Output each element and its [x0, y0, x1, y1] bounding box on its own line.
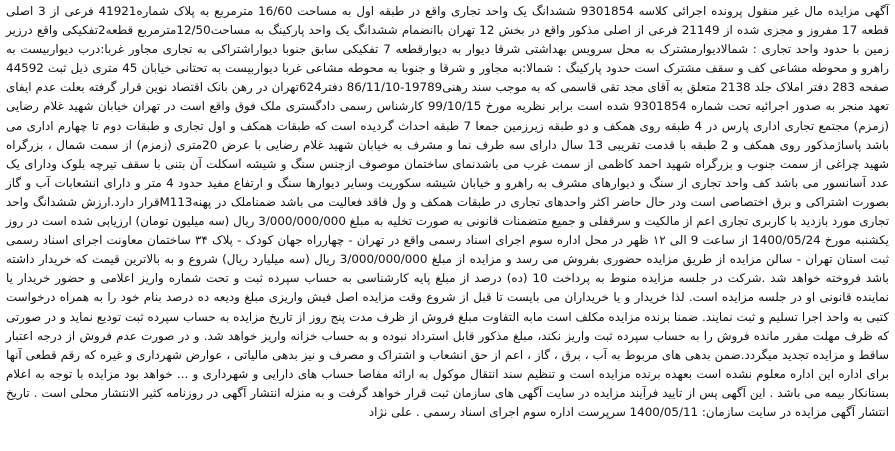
- auction-notice-text: آگهی مزایده مال غیر منقول پرونده اجرائی کلاسه 9301854 ششدانگ یک واحد تجاری واقع در طبقه اول به مساحت 16/60 مترمربع به پلاک شماره41921 فرعی از 3 اصلی قطعه 17 مفروز و مجزی شده از 21149 فرعی از اصلی مذکور واقع در بخش 12 تهران باانضمام ششدانگ یک واحد پارکینگ به مساحت12/50مترمربع قطعه2تفکیکی واقع درزیر زمین با حدود واحد تجاری : شمالادیوارمشترک به محل سرویس بهداشتی شرقا دیوار به دیوارقطعه 7 تفکیکی سابق جنوبا دیواراشتراکی به تجاری مجاور غربا:درب دیواربیست به راهرو و محوطه مشاعی کف و سقف مشترک است حدود پارکینگ : شمالا:به مجاور و شرقا و جنوبا به محوطه مشاعی غربا دیواربیست به تحتانی خیابان 45 متری ذیل ثبت 44592 صفحه 283 دفتر املاک جلد 2138 متعلق به آقای مجد تقی قاسمی که به موجب سند رهنی19789-86/11/10 دفتر624تهران در رهن بانک اقتصاد نوین قرار گرفته بعلت عدم ایفای تعهد منجر به صدور اجرائیه تحت شماره 9301854 شده است برابر نظریه مورخ 99/10/15 کارشناس رسمی دادگستری ملک فوق واقع است در تهران خیابان شهید غلام رضایی (زمزم) مجتمع تجاری اداری پارس در 4 طبقه روی همکف و دو طبقه زیرزمین جمعا 7 طبقه احداث گردیده است که طبقات همکف و اول تجاری و طبقات دوم تا چهارم اداری می باشد پاساژمذکور روی همکف و 2 طبقه با قدمت تقریبی 13 سال دارای سه طرف نما و مشرف به خیابان شهید غلام رضایی با عرض 20متری (زمزم) از سمت شمال ، بزرگراه شهید چراغی از سمت جنوب و بزرگراه شهید احمد کاظمی از سمت غرب می باشدنمای ساختمان موصوف ازجنس سنگ و شیشه اسکلت آن بتنی با سقف تیرچه بلوک ودارای یک عدد آسانسور می باشد کف واحد تجاری از سنگ و دیوارهای مشرف به راهرو و خیابان شیشه سکوریت وسایر دیوارها سنگ و ارتفاع مفید حدود 4 متر و دارای انشعابات آب و گاز بصورت اشتراکی و برق اختصاصی است ودر حال حاضر اکثر واحدهای تجاری در طبقات همکف و ول فاقد فعالیت می باشد ضمناملک در پهنهM113قرار دارد.ارزش ششدانگ واحد تجاری مورد بازدید با کاربری تجاری اعم از مالکیت و سرقفلی و جمیع متضمنات قانونی به صورت تخلیه به مبلغ 3/000/000/000 ریال (سه میلیون تومان) ارزیابی شده است در روز یکشنبه مورخ 1400/05/24 از ساعت 9 الی ۱۲ ظهر در محل اداره سوم اجرای اسناد رسمی واقع در تهران - چهارراه جهان کودک - پلاک ۳۴ ساختمان معاونت اجرای اسناد رسمی ثبت استان تهران - سالن مزایده از طریق مزایده حضوری بفروش می رسد و مزایده از مبلغ 3/000/000/000 ریال (سه میلیارد ریال) شروع و به بالاترین قیمت که خریدار داشته باشد فروخته خواهد شد .شرکت در جلسه مزایده منوط به پرداخت 10 (ده) درصد از مبلغ پایه کارشناسی به حساب سپرده ثبت و تحت شماره واریز اعلامی و حضور خریدار یا نماینده قانونی او در جلسه مزایده است. لذا خریدار و یا خریداران می بایست تا قبل از شروع وقت مزایده اصل فیش واریزی مبلغ ودیعه ده درصد بنام خود را به همراه درخواست کتبی به واحد اجرا تسلیم و ثبت نمایند. ضمنا برنده مزایده مکلف است مابه التفاوت مبلغ فروش از ظرف مدت پنج روز از تاریخ مزایده به حساب سپرده ثبت تودیع نماید و در صورتی که ظرف مهلت مقرر مانده فروش را به حساب سپرده ثبت واریز نکند، مبلغ مذکور قابل استرداد نبوده و به حساب خزانه واریز خواهد شد. و در صورت عدم فروش از درجه اعتبار ساقط و مزایده تجدید میگردد.ضمن بدهی های مربوط به آب ، برق ، گاز ، اعم از حق انشعاب و اشتراک و مصرف و نیز بدهی مالیاتی ، عوارض شهرداری و غیره که رقم قطعی آنها برای اداره این اداره معلوم نشده است بعهده برنده مزایده است و تنظیم سند انتقال موکول به ارائه مفاصا حساب های دارایی و شهرداری و ... خواهد بود مزایده با توجه به اعلام بستانکار بیمه می باشد . این آگهی پس از تایید فرآیند مزایده در سایت آگهی های سازمان ثبت قرار خواهد گرفت و به منزله انتشار آگهی در روزنامه کثیر الانتشار محلی است . تاریخ انتشار آگهی مزایده در سایت سازمان: 1400/05/11 سرپرست اداره سوم اجرای اسناد رسمی . علی نژاد: [6, 4, 890, 419]
